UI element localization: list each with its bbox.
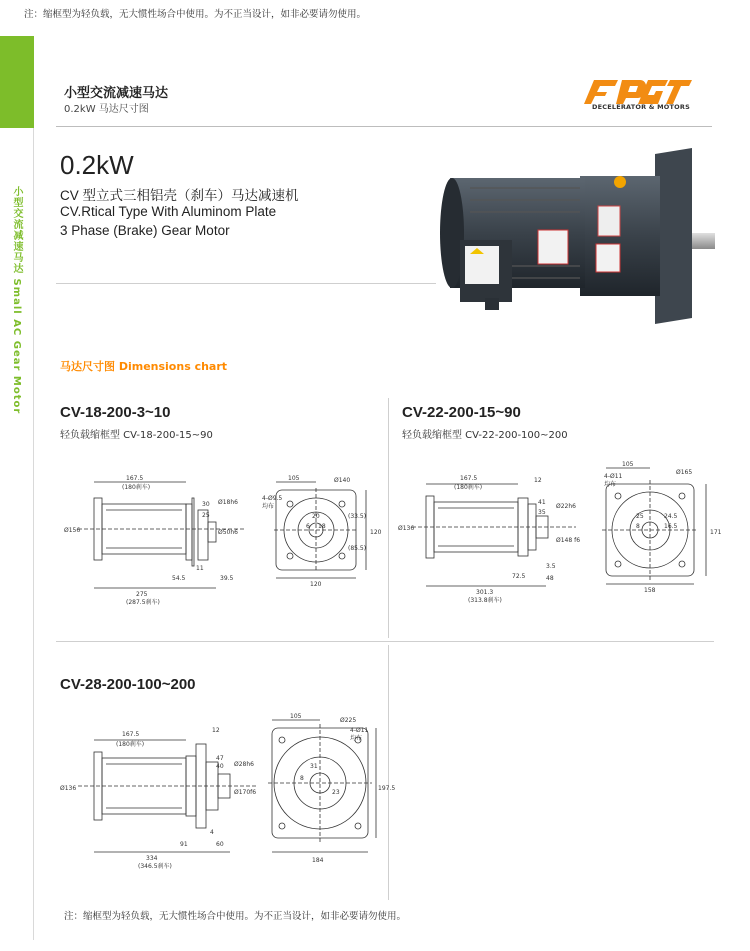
c3-len-brake: (180刹车) bbox=[116, 741, 145, 748]
c1-d18: Ø18h6 bbox=[218, 499, 238, 506]
logo-caption: DECELERATOR & MOTORS bbox=[592, 103, 690, 111]
c1-d18f: 18 bbox=[318, 523, 326, 530]
dimension-drawing-3 bbox=[56, 712, 396, 872]
product-power: 0.2kW bbox=[60, 150, 134, 180]
c3-d23: 23 bbox=[332, 789, 340, 796]
c2-d171: 171 bbox=[710, 529, 722, 536]
product-line-en2: 3 Phase (Brake) Gear Motor bbox=[60, 223, 230, 238]
header-divider bbox=[56, 126, 712, 127]
c1-d275: 275 bbox=[136, 591, 148, 598]
c2-w105: 105 bbox=[622, 461, 634, 468]
c1-d6: 6 bbox=[306, 523, 310, 530]
c2-d301: 301.3 bbox=[476, 589, 494, 596]
c3-d170: Ø170f6 bbox=[234, 789, 257, 796]
c1-len-total: 167.5 bbox=[126, 475, 144, 482]
c3-d4: 4 bbox=[210, 829, 214, 836]
c1-d30: 30 bbox=[202, 501, 210, 508]
c3-d8: 8 bbox=[300, 775, 304, 782]
brand-logo bbox=[590, 72, 714, 118]
c3-d197: 197.5 bbox=[378, 785, 396, 792]
c1-d20: 20 bbox=[312, 513, 320, 520]
c3-hole: 4-Ø11 bbox=[350, 727, 369, 734]
c1-d85: (85.5) bbox=[348, 545, 367, 552]
c2-d16: 16.5 bbox=[664, 523, 678, 530]
c3-w105: 105 bbox=[290, 713, 302, 720]
c3-pcd: Ø225 bbox=[340, 717, 357, 724]
dimension-drawing-1 bbox=[56, 470, 386, 610]
model-subtitle-2: 轻负载缩框型 CV-22-200-100~200 bbox=[402, 430, 568, 441]
c1-d33: (33.5) bbox=[348, 513, 367, 520]
sidebar bbox=[0, 36, 34, 940]
gear-motor-image bbox=[430, 148, 720, 328]
c2-d8: 8 bbox=[636, 523, 640, 530]
c2-d41: 41 bbox=[538, 499, 546, 506]
c2-d24: 24.5 bbox=[664, 513, 678, 520]
c3-dia-body: Ø136 bbox=[60, 785, 77, 792]
c2-len-brake: (180刹车) bbox=[454, 484, 483, 491]
product-line-en1: CV.Rtical Type With Aluminom Plate bbox=[60, 204, 277, 219]
bottom-note: 注：缩框型为轻负载，无大惯性场合中使用。为不正当设计，如非必要请勿使用。 bbox=[64, 911, 407, 922]
sidebar-accent-bar bbox=[0, 36, 34, 128]
c1-w105: 105 bbox=[288, 475, 300, 482]
product-line-cn: CV 型立式三相铝壳（刹车）马达减速机 bbox=[60, 188, 299, 203]
c1-hole: 4-Ø9.5 bbox=[262, 495, 283, 502]
c2-d12: 12 bbox=[534, 477, 542, 484]
c3-len-total: 167.5 bbox=[122, 731, 140, 738]
c2-d148: Ø148 f6 bbox=[556, 537, 581, 544]
c3-d40: 40 bbox=[216, 763, 224, 770]
c1-len-brake: (180刹车) bbox=[122, 484, 151, 491]
c1-d54: 54.5 bbox=[172, 575, 186, 582]
c3-d47: 47 bbox=[216, 755, 224, 762]
page-subtitle: 0.2kW 马达尺寸图 bbox=[64, 104, 149, 115]
c2-pcd: Ø165 bbox=[676, 469, 693, 476]
c3-d31: 31 bbox=[310, 763, 318, 770]
sidebar-vertical-title: 小型交流减速马达 Small AC Gear Motor bbox=[11, 186, 22, 415]
dimension-drawing-2 bbox=[396, 456, 726, 606]
c2-d313: (313.8刹车) bbox=[468, 597, 502, 604]
c1-d25: 25 bbox=[202, 512, 210, 519]
c3-d60: 60 bbox=[216, 841, 224, 848]
c2-d158: 158 bbox=[644, 587, 656, 594]
chart-vertical-divider bbox=[388, 398, 389, 638]
c2-d35: 35 bbox=[538, 509, 546, 516]
c1-d287: (287.5刹车) bbox=[126, 599, 160, 606]
page-title: 小型交流减速马达 bbox=[64, 86, 169, 101]
c3-cloth: 均布 bbox=[350, 735, 363, 742]
c3-d12: 12 bbox=[212, 727, 220, 734]
chart-vertical-divider-lower bbox=[388, 645, 389, 900]
c2-d72: 72.5 bbox=[512, 573, 526, 580]
c3-d346: (346.5刹车) bbox=[138, 863, 172, 870]
model-title-2: CV-22-200-15~90 bbox=[402, 404, 521, 421]
c2-d35b: 3.5 bbox=[546, 563, 556, 570]
c1-d11: 11 bbox=[196, 565, 204, 572]
c3-d28: Ø28h6 bbox=[234, 761, 254, 768]
c3-d334: 334 bbox=[146, 855, 158, 862]
c1-cloth: 均布 bbox=[262, 503, 275, 510]
c1-d120w: 120 bbox=[310, 581, 322, 588]
model-title-1: CV-18-200-3~10 bbox=[60, 404, 171, 421]
model-title-3: CV-28-200-100~200 bbox=[60, 676, 196, 693]
c1-pcd: Ø140 bbox=[334, 477, 351, 484]
c1-d120h: 120 bbox=[370, 529, 382, 536]
c1-d39: 39.5 bbox=[220, 575, 234, 582]
c2-d25: 25 bbox=[636, 513, 644, 520]
c3-d91: 91 bbox=[180, 841, 188, 848]
c1-d50: Ø50h6 bbox=[218, 529, 238, 536]
chart-horizontal-divider bbox=[56, 641, 714, 642]
top-note: 注：缩框型为轻负载，无大惯性场合中使用。为不正当设计，如非必要请勿使用。 bbox=[24, 9, 367, 20]
c2-hole: 4-Ø11 bbox=[604, 473, 623, 480]
c3-d184: 184 bbox=[312, 857, 324, 864]
c2-d48: 48 bbox=[546, 575, 554, 582]
product-divider bbox=[56, 283, 436, 284]
dimensions-section-title: 马达尺寸图 Dimensions chart bbox=[60, 360, 228, 373]
c1-dia-body: Ø156 bbox=[64, 527, 81, 534]
model-subtitle-1: 轻负载缩框型 CV-18-200-15~90 bbox=[60, 430, 213, 441]
c2-dia-body: Ø136 bbox=[398, 525, 415, 532]
c2-len-total: 167.5 bbox=[460, 475, 478, 482]
c2-cloth: 均布 bbox=[604, 481, 617, 488]
c2-d22: Ø22h6 bbox=[556, 503, 576, 510]
